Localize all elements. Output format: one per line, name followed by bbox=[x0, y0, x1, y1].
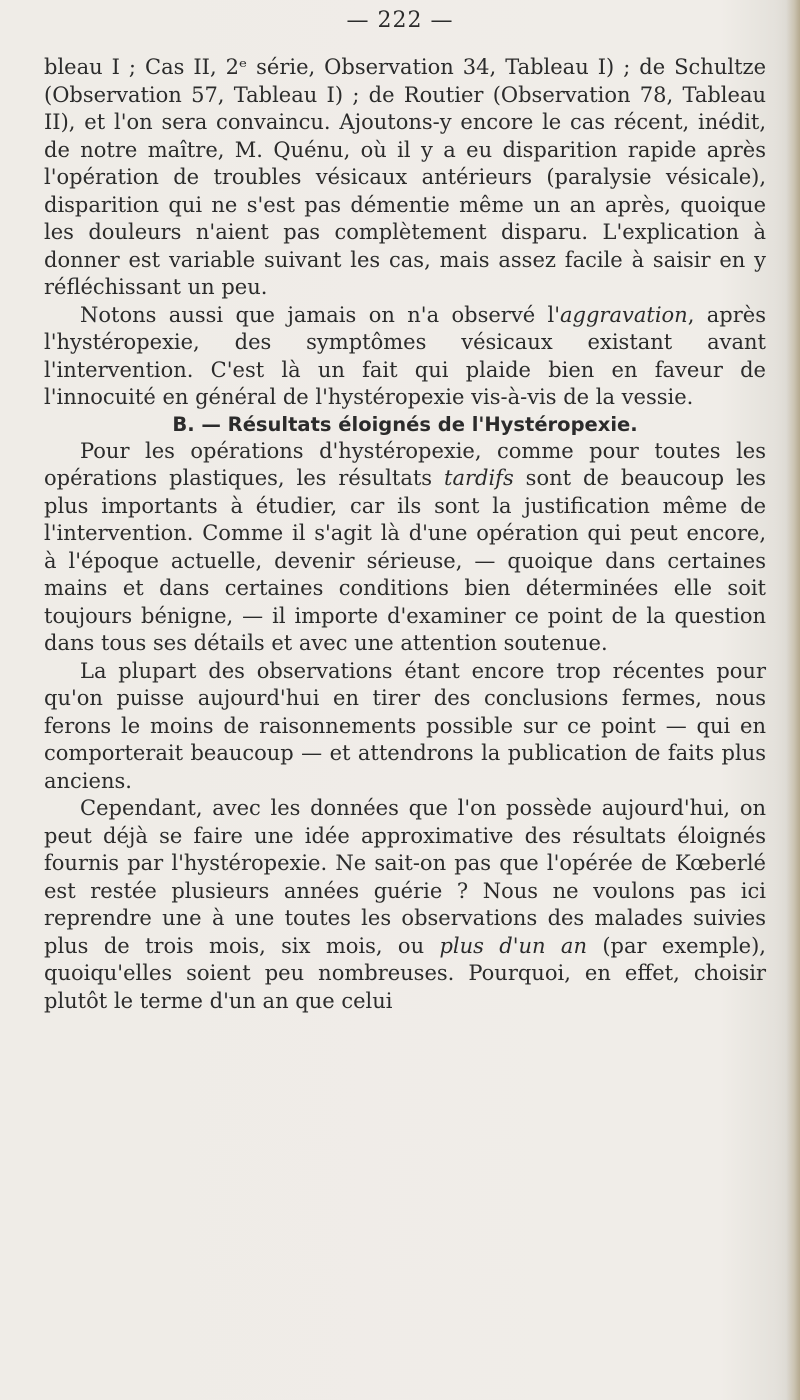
paragraph-5 bbox=[44, 795, 766, 1015]
paragraph-3-before: Pour les opérations d'hystéropexie, comme pour toutes les opérations plastiques, les résultats bbox=[44, 438, 766, 490]
section-heading: B. — Résultats éloignés de l'Hystéropexie. bbox=[172, 412, 638, 436]
paragraph-5-after: (par exemple), quoiqu'elles soient peu nombreuses. Pourquoi, en effet, choisir plutôt le terme d'un an que celui bbox=[44, 933, 766, 1013]
paragraph-3-emphasis: tardifs bbox=[444, 466, 514, 490]
paragraph-2-after: , après l'hystéropexie, des symptômes vésicaux existant avant l'intervention. C'est là un fait qui plaide bien en faveur de l'innocuité en général de l'hystéropexie vis-à-vis de la vessie. bbox=[44, 302, 766, 409]
page-number: — 222 — bbox=[346, 8, 454, 33]
paragraph-2-emphasis: aggravation bbox=[560, 302, 688, 327]
paragraph-2 bbox=[44, 302, 766, 412]
paragraph-4: La plupart des observations étant encore trop récentes pour qu'on puisse aujourd'hui en tirer des conclusions fermes, nous ferons le moins de raisonnements possible sur ce point — qui en comporterait beaucoup — et attendrons la publication de faits plus anciens. bbox=[44, 658, 766, 793]
page-edge-shadow bbox=[786, 0, 800, 1400]
paragraph-5-emphasis: plus d'un an bbox=[439, 933, 587, 958]
paragraph-3 bbox=[44, 438, 766, 658]
paragraph-1: bleau I ; Cas II, 2ᵉ série, Observation 34, Tableau I) ; de Schultze (Observation 57, Tableau I) ; de Routier (Observation 78, Tableau II), et l'on sera convaincu. Ajoutons-y encore le cas récent, inédit, de notre maître, M. Quénu, où il y a eu disparition rapide après l'opération de troubles vésicaux antérieurs (paralysie vésicale), disparition qui ne s'est pas démentie même un an après, quoique les douleurs n'aient pas complètement disparu. L'explication à donner est variable suivant les cas, mais assez facile à saisir en y réfléchissant un peu. bbox=[44, 55, 766, 299]
paragraph-2-before: Notons aussi que jamais on n'a observé l' bbox=[80, 302, 561, 327]
body-text bbox=[44, 54, 766, 1015]
paragraph-3-after: sont de beaucoup les plus importants à étudier, car ils sont la justification même de l'intervention. Comme il s'agit là d'une opération qui peut encore, à l'époque actuelle, devenir sérieuse, — quoique dans certaines mains et dans certaines conditions bien déterminées elle soit toujours bénigne, — il importe d'examiner ce point de la question dans tous ses détails et avec une attention soutenue. bbox=[44, 466, 766, 655]
paragraph-5-before: Cependant, avec les données que l'on possède aujourd'hui, on peut déjà se faire une idée approximative des résultats éloignés fournis par l'hystéropexie. Ne sait-on pas que l'opérée de Kœberlé est restée plusieurs années guérie ? Nous ne voulons pas ici reprendre une à une toutes les observations des malades suivies plus de trois mois, six mois, ou bbox=[44, 796, 766, 958]
